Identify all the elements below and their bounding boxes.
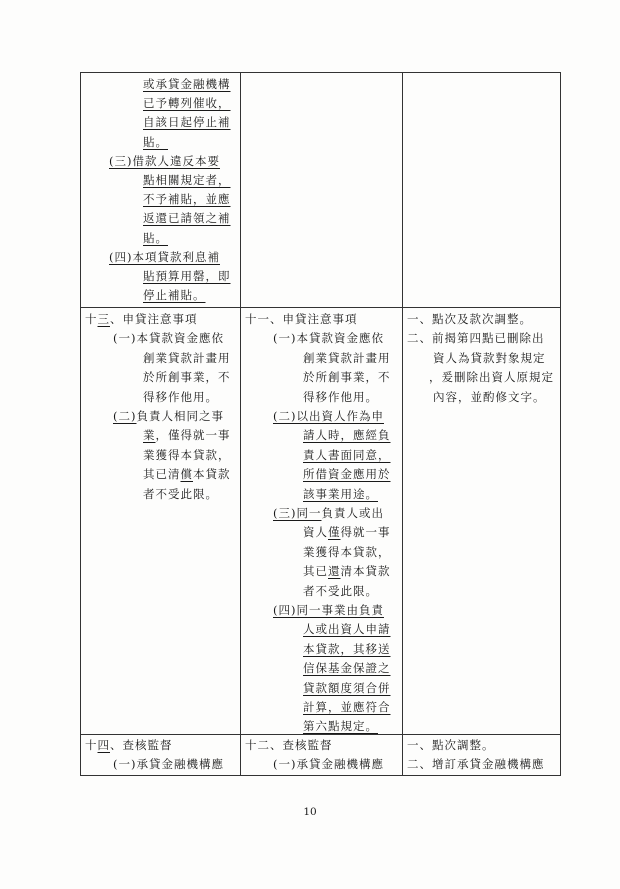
text-segment: 負責人相同之事 [136, 409, 224, 423]
text-segment: 得就一事 [340, 525, 391, 540]
text-line: 者不受此限。 [143, 486, 218, 501]
revised-article-cell [81, 73, 240, 307]
text-line: 停止補貼。 [143, 288, 206, 303]
text-line: 貸款額度須合併 [303, 680, 391, 695]
text-segment: 、申貸注意事項 [110, 312, 198, 326]
text-segment: 還 [328, 564, 341, 579]
table-row [81, 308, 561, 735]
text-segment: 償 [180, 467, 193, 482]
explanation-cell [403, 73, 560, 307]
text-line: 一、點次調整。 [407, 738, 495, 752]
text-line: (三)借款人違反本要 [109, 153, 220, 168]
text-line: 資人為貸款對象規定 [433, 350, 546, 365]
text-line [143, 428, 231, 442]
current-article-cell [241, 308, 402, 734]
text-line: 人或出資人申請 [303, 622, 391, 637]
text-line: 第六點規定。 [303, 719, 378, 734]
text-line: 責人書面同意， [303, 447, 391, 462]
text-line: 得移作他用。 [143, 389, 218, 404]
text-segment: 、查核監督 [110, 738, 173, 752]
text-segment: 四 [97, 738, 110, 752]
text-segment: 僅 [328, 525, 341, 540]
text-line: 創業貸款計畫用 [303, 350, 391, 365]
text-line: 業獲得本貸款， [143, 447, 231, 462]
text-line: 貼。 [143, 134, 168, 149]
text-line: (一)承貸金融機構應 [113, 757, 224, 771]
text-line: 於所創事業，不 [303, 370, 391, 385]
revised-article-cell [81, 735, 240, 775]
text-line: 請人時，應經負 [303, 428, 391, 443]
text-segment: (三)同一 [273, 506, 322, 520]
text-line: 不予補貼，並應 [143, 192, 231, 207]
text-line: 貼預算用罄，即 [143, 269, 231, 283]
revised-article-cell [81, 308, 240, 734]
text-line: 得移作他用。 [303, 389, 378, 404]
text-segment: 負責人或出 [321, 506, 384, 520]
comparison-table [80, 72, 561, 776]
text-line: 者不受此限。 [303, 583, 378, 598]
explanation-cell [403, 308, 560, 734]
text-line [85, 738, 173, 752]
text-segment: ，僅得就一事 [155, 428, 231, 443]
text-segment: (二) [113, 409, 137, 423]
text-line: 所借資金應用於 [303, 467, 391, 482]
text-line: (一)本貸款資金應依 [273, 331, 384, 346]
text-line [273, 506, 384, 520]
text-line: 二、增訂承貸金融機構應 [407, 757, 545, 771]
text-segment: 清本貸款 [340, 564, 391, 579]
text-line [143, 467, 231, 481]
text-line: (一)本貸款資金應依 [113, 331, 224, 346]
text-line: 點相關規定者， [143, 173, 231, 187]
text-segment: 三 [97, 312, 110, 326]
text-line [303, 525, 391, 539]
text-segment: 十 [85, 312, 98, 326]
text-line: 創業貸款計畫用 [143, 350, 231, 365]
text-line: 本貸款，其移送 [303, 641, 391, 656]
text-line: (四)同一事業由負責 [273, 603, 384, 617]
text-segment: 業 [143, 428, 156, 443]
text-line: 自該日起停止補 [143, 115, 231, 130]
current-article-cell [241, 735, 402, 775]
text-line: 內容，並酌修文字。 [433, 389, 546, 404]
text-line: 十二、查核監督 [245, 738, 333, 752]
text-line: 二、前揭第四點已刪除出 [407, 331, 545, 346]
text-line: 貼。 [143, 230, 168, 245]
text-line: 返還已請領之補 [143, 211, 231, 226]
text-segment: 資人 [303, 525, 328, 540]
text-segment: 其已 [303, 564, 328, 579]
text-line: 業獲得本貸款， [303, 544, 391, 559]
text-line: 計算，並應符合 [303, 700, 391, 714]
text-line: 於所創事業，不 [143, 370, 231, 385]
explanation-cell [403, 735, 560, 775]
text-line [85, 312, 198, 326]
text-line: 十一、申貸注意事項 [245, 312, 358, 326]
text-line: 已予轉列催收， [143, 96, 231, 111]
page-number: 10 [303, 806, 317, 818]
current-article-cell [241, 73, 402, 307]
text-line [303, 564, 391, 578]
text-segment: 十 [85, 738, 98, 752]
text-line: (四)本項貸款利息補 [109, 249, 220, 264]
table-row [81, 73, 561, 308]
text-segment: 其已清 [143, 467, 181, 482]
text-line: ，爰刪除出資人原規定 [429, 370, 554, 385]
text-line: (二)以出資人作為申 [273, 409, 384, 423]
text-line: (一)承貸金融機構應 [273, 757, 384, 771]
text-line: 或承貸金融機構 [143, 77, 231, 91]
text-line: 信保基金保證之 [303, 661, 391, 676]
table-row [81, 735, 561, 776]
text-segment: 本貸款 [193, 467, 231, 482]
text-line: 一、點次及款次調整。 [407, 312, 532, 326]
text-line: 該事業用途。 [303, 486, 378, 501]
text-line [113, 409, 224, 423]
